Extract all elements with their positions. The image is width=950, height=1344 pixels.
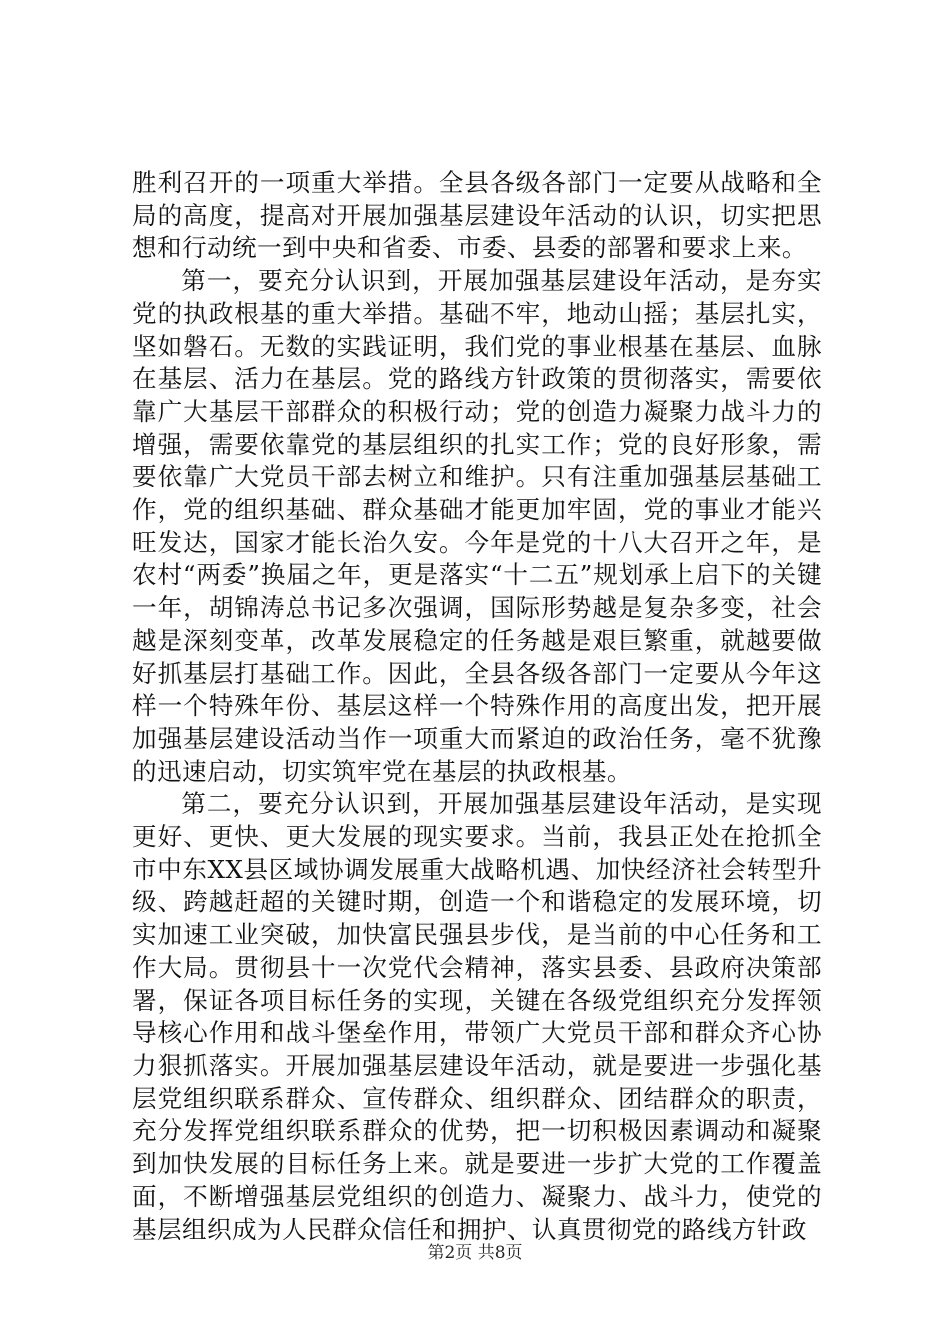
document-body	[132, 167, 822, 1246]
paragraph-continuation: 胜利召开的一项重大举措。全县各级各部门一定要从战略和全局的高度，提高对开展加强基层建设年活动的认识，切实把思想和行动统一到中央和省委、市委、县委的部署和要求上来。	[132, 168, 822, 263]
paragraph-second-point: 第二，要充分认识到，开展加强基层建设年活动，是实现更好、更快、更大发展的现实要求。当前，我县正处在抢抓全市中东XX县区域协调发展重大战略机遇、加快经济社会转型升级、跨越赶超的关键时期，创造一个和谐稳定的发展环境，切实加速工业突破，加快富民强县步伐，是当前的中心任务和工作大局。贯彻县十一次党代会精神，落实县委、县政府决策部署，保证各项目标任务的实现，关键在各级党组织充分发挥领导核心作用和战斗堡垒作用，带领广大党员干部和群众齐心协力狠抓落实。开展加强基层建设年活动，就是要进一步强化基层党组织联系群众、宣传群众、组织群众、团结群众的职责，充分发挥党组织联系群众的优势，把一切积极因素调动和凝聚到加快发展的目标任务上来。就是要进一步扩大党的工作覆盖面，不断增强基层党组织的创造力、凝聚力、战斗力，使党的基层组织成为人民群众信任和拥护、认真贯彻党的路线方针政	[132, 789, 822, 1244]
paragraph-first-point: 第一，要充分认识到，开展加强基层建设年活动，是夯实党的执政根基的重大举措。基础不牢，地动山摇；基层扎实，坚如磐石。无数的实践证明，我们党的事业根基在基层、血脉在基层、活力在基层。党的路线方针政策的贯彻落实，需要依靠广大基层干部群众的积极行动；党的创造力凝聚力战斗力的增强，需要依靠党的基层组织的扎实工作；党的良好形象，需要依靠广大党员干部去树立和维护。只有注重加强基层基础工作，党的组织基础、群众基础才能更加牢固，党的事业才能兴旺发达，国家才能长治久安。今年是党的十八大召开之年，是农村“两委”换届之年，更是落实“十二五”规划承上启下的关键一年，胡锦涛总书记多次强调，国际形势越是复杂多变，社会越是深刻变革，改革发展稳定的任务越是艰巨繁重，就越要做好抓基层打基础工作。因此，全县各级各部门一定要从今年这样一个特殊年份、基层这样一个特殊作用的高度出发，把开展加强基层建设活动当作一项重大而紧迫的政治任务，毫不犹豫的迅速启动，切实筑牢党在基层的执政根基。	[132, 266, 822, 786]
page-number-footer: 第2页 共8页	[427, 1243, 523, 1263]
